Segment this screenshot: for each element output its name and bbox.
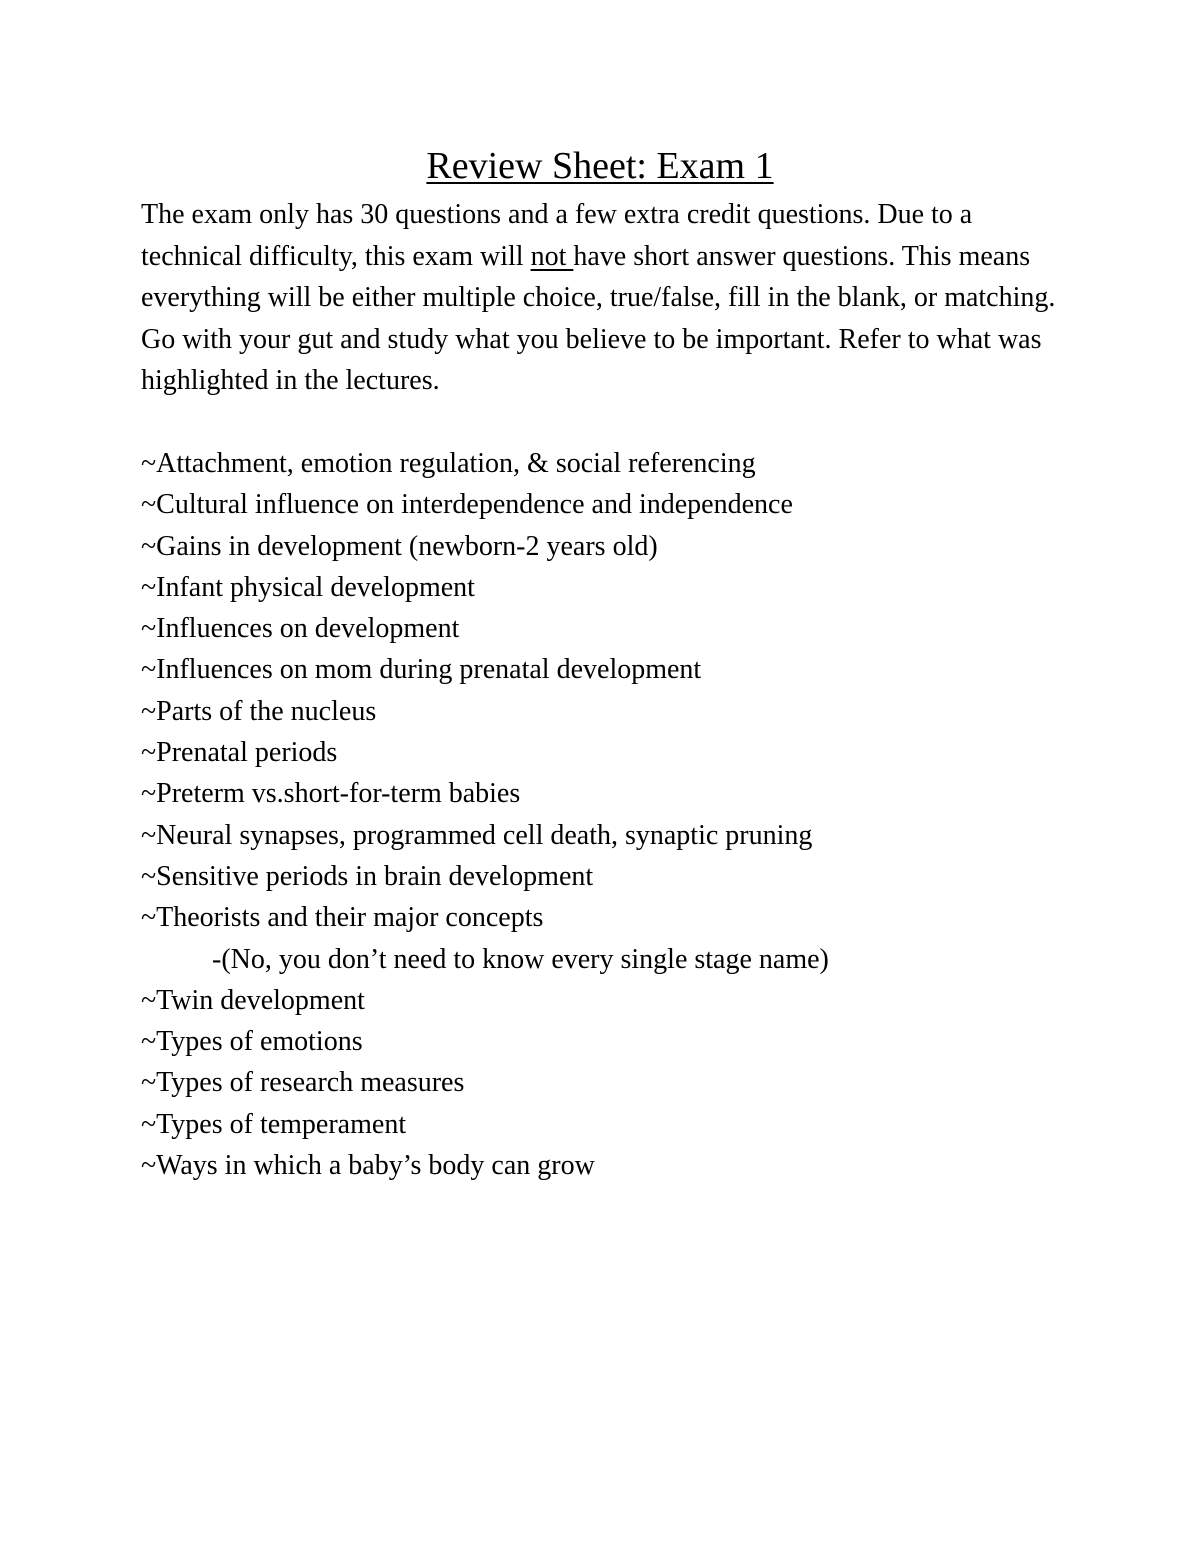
topic-item: ~Gains in development (newborn-2 years old) [141,530,658,562]
topic-item: ~Neural synapses, programmed cell death, synaptic pruning [141,819,813,851]
topic-item: ~Influences on development [141,613,460,645]
topic-item: ~Parts of the nucleus [141,695,377,727]
intro-text-before: The exam only has 30 questions and a few extra credit questions. Due to a technical difficulty, this exam will [141,199,973,272]
topic-item: ~Influences on mom during prenatal development [141,654,702,686]
topic-item: ~Prenatal periods [141,737,338,769]
topic-item: ~Cultural influence on interdependence and independence [141,489,793,521]
topic-item: ~Theorists and their major concepts [141,902,544,934]
topic-item: ~Preterm vs.short-for-term babies [141,778,521,810]
topic-item: ~Types of temperament [141,1108,407,1140]
intro-text-after: have short answer questions. This means everything will be either multiple choice, true/false, fill in the blank, or matching. Go with your gut and study what you believe to be important. Refer to what was highlighted in the lectures. [141,240,1056,396]
topic-item: ~Types of research measures [141,1067,465,1099]
topic-item: ~Ways in which a baby’s body can grow [141,1150,595,1182]
topic-subnote: -(No, you don’t need to know every single stage name) [212,943,829,975]
topic-list [141,443,1101,1186]
page-title [0,142,1200,190]
topic-item: ~Twin development [141,984,365,1016]
topic-item: ~Sensitive periods in brain development [141,860,594,892]
intro-paragraph [141,194,1071,402]
page-title-text: Review Sheet: Exam 1 [426,145,774,187]
topic-item: ~Types of emotions [141,1026,363,1058]
topic-item: ~Infant physical development [141,571,475,603]
topic-item: ~Attachment, emotion regulation, & social referencing [141,448,756,479]
intro-underlined-word: not [530,240,574,272]
